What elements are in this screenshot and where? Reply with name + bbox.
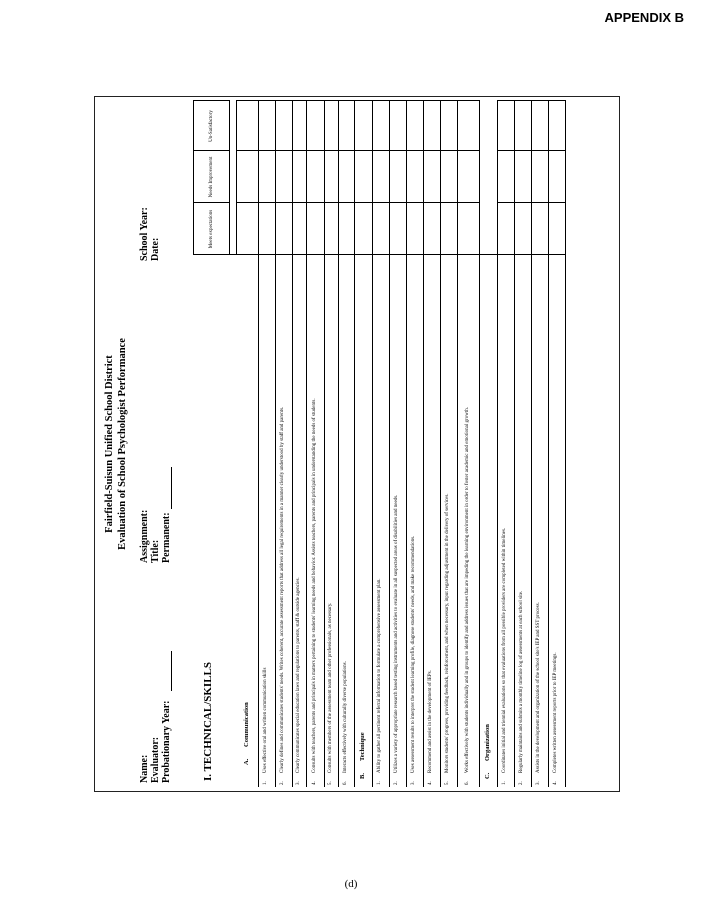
rating-needs-checkbox[interactable] [389, 151, 406, 203]
name-label: Name: [139, 754, 150, 783]
rating-header-needs-improvement: Needs Improvement [194, 151, 230, 203]
rating-unsat-checkbox[interactable] [258, 101, 275, 151]
rating-needs-checkbox[interactable] [423, 151, 440, 203]
item-text: 4.Recommend and assist in the development of IEPs. [423, 255, 440, 787]
rating-unsat-checkbox[interactable] [389, 101, 406, 151]
item-text: 5.Monitors students' progress, providing feedback, reinforcement, and when necessary, input regarding adjustment in the delivery of services. [440, 255, 457, 787]
permanent-line [171, 467, 172, 509]
rating-meets-checkbox[interactable] [372, 203, 389, 255]
appendix-label: APPENDIX B [604, 10, 684, 25]
evaluation-form-page [94, 96, 620, 792]
item-text: 2.Clearly defines and communicates students' needs. Writes coherent, accurate assessment reports that address all legal requirements in a manner clearly understood by staff and parents. [275, 255, 292, 787]
rating-needs-checkbox[interactable] [338, 151, 354, 203]
rating-needs-checkbox[interactable] [514, 151, 531, 203]
rating-meets-checkbox[interactable] [457, 203, 479, 255]
item-text: 1.Uses effective oral and written communication skills [258, 255, 275, 787]
title-label: Title: [150, 539, 161, 563]
rating-header-meets: Meets expectations [194, 203, 230, 255]
rating-needs-checkbox[interactable] [258, 151, 275, 203]
rating-unsat-checkbox[interactable] [548, 101, 565, 151]
category-row-technique [354, 101, 372, 787]
table-row [389, 101, 406, 787]
table-row [275, 101, 292, 787]
rotated-form-content [95, 97, 619, 791]
item-text: 1.Ability to gather all pertinent referral information to formulate a comprehensive assessment plan. [372, 255, 389, 787]
rating-needs-checkbox[interactable] [306, 151, 324, 203]
section-title: I. TECHNICAL/SKILLS [201, 661, 214, 781]
item-text: 2.Regularly maintains and submits a monthly timeline log of assessments at each school site. [514, 255, 531, 787]
rating-needs-checkbox[interactable] [275, 151, 292, 203]
table-row [440, 101, 457, 787]
district-title: Fairfield-Suisun Unified School District [104, 355, 115, 533]
rating-meets-checkbox[interactable] [440, 203, 457, 255]
item-text: 5.Consults with members of the assessment team and other professionals, as necessary. [324, 255, 338, 787]
form-title: Evaluation of School Psychologist Performance [117, 338, 128, 550]
rating-meets-checkbox[interactable] [514, 203, 531, 255]
rating-needs-checkbox[interactable] [324, 151, 338, 203]
school-year-label: School Year: [139, 207, 150, 261]
rating-header-unsatisfactory: Un-Satisfactory [194, 101, 230, 151]
rating-unsat-checkbox[interactable] [338, 101, 354, 151]
section-header [194, 255, 237, 787]
item-text: 6.Works effectively with students individually and in groups to identify and address issues that are impeding the learning environment in order to foster academic and emotional growth. [457, 255, 479, 787]
table-header-row [194, 101, 230, 787]
rating-cell[interactable] [354, 151, 372, 203]
category-title: A.Communication [236, 255, 258, 787]
table-row [423, 101, 440, 787]
probationary-year-label: Probationary Year: [161, 700, 172, 783]
table-row [338, 101, 354, 787]
rating-unsat-checkbox[interactable] [275, 101, 292, 151]
rating-unsat-checkbox[interactable] [514, 101, 531, 151]
rating-needs-checkbox[interactable] [440, 151, 457, 203]
rating-meets-checkbox[interactable] [258, 203, 275, 255]
category-row-organization [479, 101, 497, 787]
evaluator-label: Evaluator: [150, 736, 161, 783]
rating-cell[interactable] [354, 101, 372, 151]
table-row [292, 101, 306, 787]
table-row [457, 101, 479, 787]
rating-meets-checkbox[interactable] [548, 203, 565, 255]
item-text: 3.Clearly communicates special education laws and regulations to parents, staff & outside agencies. [292, 255, 306, 787]
rating-unsat-checkbox[interactable] [440, 101, 457, 151]
item-text: 3.Uses assessment results to interpret the student learning profile, diagnose students' needs, and make recommendations. [406, 255, 423, 787]
page-footer-label: (d) [344, 878, 358, 890]
rating-unsat-checkbox[interactable] [531, 101, 548, 151]
item-text: 4.Consults with teachers, parents and principals in matters pertaining to students' learning needs and behavior. Assists teachers, parents and principals in understanding the needs of students. [306, 255, 324, 787]
evaluation-table [193, 101, 566, 788]
rating-meets-checkbox[interactable] [406, 203, 423, 255]
rating-meets-checkbox[interactable] [497, 203, 514, 255]
assignment-label: Assignment: [139, 509, 150, 563]
rating-cell[interactable] [354, 203, 372, 255]
rating-unsat-checkbox[interactable] [324, 101, 338, 151]
rating-meets-checkbox[interactable] [338, 203, 354, 255]
rating-needs-checkbox[interactable] [548, 151, 565, 203]
rating-unsat-checkbox[interactable] [372, 101, 389, 151]
rating-unsat-checkbox[interactable] [423, 101, 440, 151]
rating-unsat-checkbox[interactable] [497, 101, 514, 151]
table-row [497, 101, 514, 787]
date-label: Date: [150, 237, 161, 261]
table-row [324, 101, 338, 787]
rating-unsat-checkbox[interactable] [306, 101, 324, 151]
rating-cell[interactable] [236, 101, 258, 151]
item-text: 3.Assists in the development and organization of the school site's IEP and SST process. [531, 255, 548, 787]
rating-meets-checkbox[interactable] [423, 203, 440, 255]
table-row [514, 101, 531, 787]
table-row [306, 101, 324, 787]
table-row [531, 101, 548, 787]
rating-unsat-checkbox[interactable] [292, 101, 306, 151]
table-row [258, 101, 275, 787]
rating-meets-checkbox[interactable] [389, 203, 406, 255]
rating-meets-checkbox[interactable] [275, 203, 292, 255]
rating-cell[interactable] [236, 151, 258, 203]
table-row [406, 101, 423, 787]
rating-unsat-checkbox[interactable] [457, 101, 479, 151]
rating-meets-checkbox[interactable] [324, 203, 338, 255]
rating-needs-checkbox[interactable] [531, 151, 548, 203]
category-row-communication [236, 101, 258, 787]
permanent-label: Permanent: [161, 512, 172, 563]
rating-unsat-checkbox[interactable] [406, 101, 423, 151]
blank-cell [479, 203, 497, 255]
blank-cell [479, 151, 497, 203]
item-text: 1.Coordinates initial and triennial evaluations so that evaluations from all possible providers are completed within timelines. [497, 255, 514, 787]
item-text: 2.Utilizes a variety of appropriate research based testing instruments and activities to evaluate in all suspected areas of disabilities and needs. [389, 255, 406, 787]
rating-meets-checkbox[interactable] [292, 203, 306, 255]
category-title: B.Technique [354, 255, 372, 787]
rating-needs-checkbox[interactable] [457, 151, 479, 203]
blank-cell [479, 101, 497, 151]
table-row [372, 101, 389, 787]
rating-needs-checkbox[interactable] [372, 151, 389, 203]
rating-cell[interactable] [236, 203, 258, 255]
table-row [548, 101, 565, 787]
rating-needs-checkbox[interactable] [497, 151, 514, 203]
rating-needs-checkbox[interactable] [406, 151, 423, 203]
rating-needs-checkbox[interactable] [292, 151, 306, 203]
item-text: 4.Completes written assessment reports prior to IEP meetings. [548, 255, 565, 787]
rating-meets-checkbox[interactable] [531, 203, 548, 255]
rating-meets-checkbox[interactable] [306, 203, 324, 255]
category-title: C.Organization [479, 255, 497, 787]
probationary-year-line [171, 651, 172, 691]
item-text: 6.Interacts effectively with culturally diverse populations. [338, 255, 354, 787]
